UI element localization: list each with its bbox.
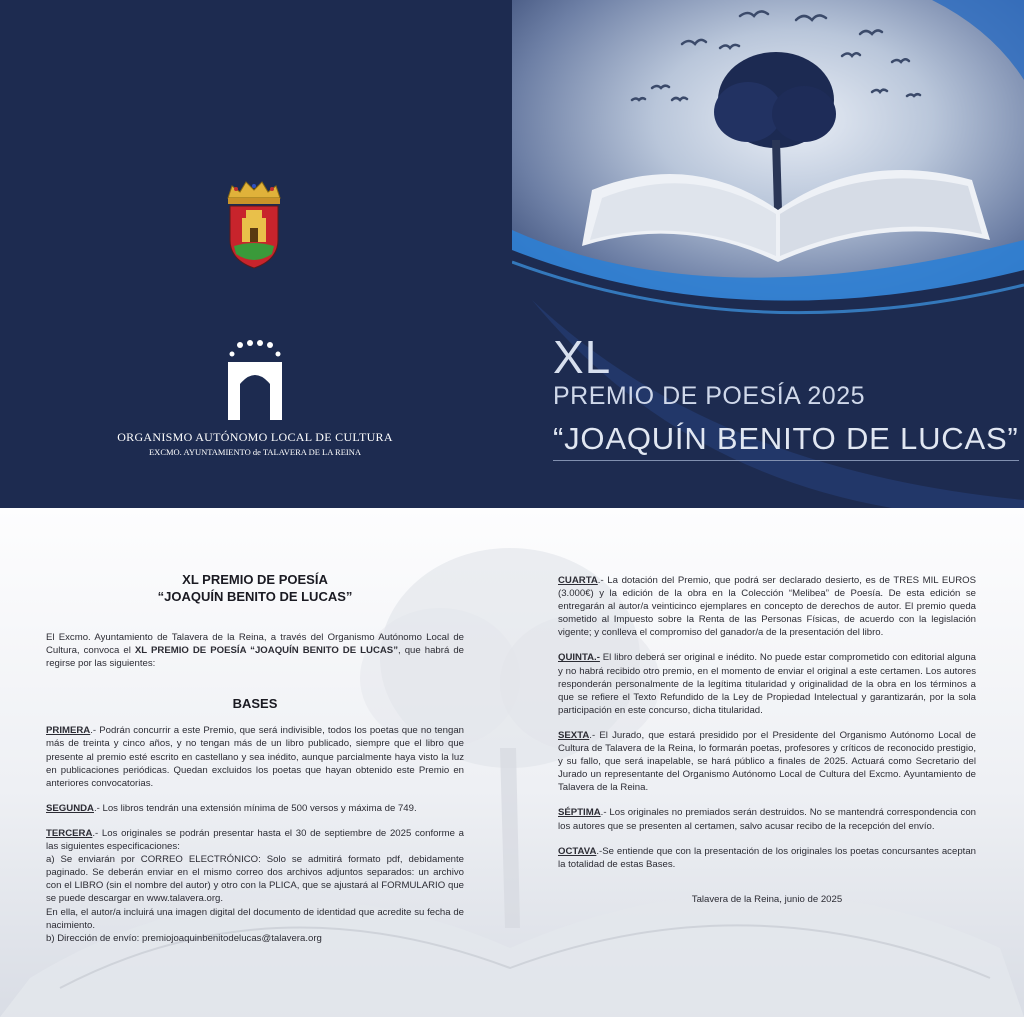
rule-label: PRIMERA	[46, 725, 91, 737]
rule-text: .- Podrán concurrir a este Premio, que será indivisible, todos los poetas que no tengan más de treinta y cinco años, y no tengan más de un libro publicado, siempre que el libro que presente al premio esté escrito en castellano y sea inédito, aunque parcialmente haya visto la luz en publicaciones periódicas. Quedan excluidos los poetas que hayan obtenido este Premio en anteriores convocatorias.	[46, 725, 464, 789]
bases-heading: BASES	[232, 696, 278, 712]
org-logo	[110, 340, 400, 460]
rule-text: .- Los libros tendrán una extensión mínima de 500 versos y máxima de 749.	[93, 802, 417, 814]
rule-cuarta	[558, 574, 976, 639]
rule-label: OCTAVA	[558, 845, 597, 857]
cover-prize-title: PREMIO DE POESÍA 2025	[553, 382, 866, 410]
arch-logo-icon	[220, 340, 290, 422]
cover-panel	[0, 0, 1024, 508]
rule-text: .- La dotación del Premio, que podrá ser declarado desierto, es de TRES MIL EUROS (3.000€) y la edición de la obra en la Colección “Melibea” de Poesía. De esta edición se entregarán al autor/a veinticinco ejemplares en concepto de derechos de autor. El premio queda sometido al Impuesto sobre la Renta de las Personas Físicas, de acuerdo con la legislación vigente; y conlleva el compromiso del ganador/a de la presentación del libro.	[558, 575, 976, 639]
intro-text-end: , que habrá de regirse por las siguientes:	[46, 645, 464, 670]
rule-tercera-en-ella: En ella, el autor/a incluirá una imagen digital del documento de identidad que acredite su fecha de nacimiento.	[46, 906, 464, 931]
rules-right-column	[558, 574, 976, 906]
coat-of-arms-icon	[222, 180, 286, 270]
rule-primera	[46, 724, 464, 789]
rule-tercera	[46, 827, 464, 853]
rule-label: TERCERA	[46, 827, 93, 839]
rule-text: .- El Jurado, que estará presidido por el Presidente del Organismo Autónomo Local de Cultura de Talavera de la Reina, lo formarán poetas, profesores y críticos de reconocido prestigio, y su fallo, que será inapelable, se hará público a finales de 2025. Actuará como Secretario del Jurado un representante del Organismo Autónomo Local de Cultura del Excmo. Ayuntamiento de Talavera de la Reina.	[558, 729, 976, 794]
rule-tercera-b: b) Dirección de envío: premiojoaquinbenitodelucas@talavera.org	[46, 932, 322, 944]
rules-panel	[0, 508, 1024, 1017]
rule-sexta	[558, 729, 976, 794]
rules-title-line1: XL PREMIO DE POESÍA	[182, 572, 328, 587]
rule-text: .- Los originales no premiados serán destruidos. No se mantendrá correspondencia con los autores que se presenten al certamen, salvo acusar recibo de la recepción del envío.	[558, 807, 976, 832]
rule-tercera-a: a) Se enviarán por CORREO ELECTRÓNICO: Solo se admitirá formato pdf, debidamente paginado. Se deberán enviar en el mismo correo dos archivos adjuntos separados: un archivo con el LIBRO (sin el nombre del autor) y otro con la PLICA, que se ajustará al FORMULARIO que se puede descargar en www.talavera.org.	[46, 854, 464, 905]
cover-edition: XL	[553, 331, 612, 383]
rule-label: SEGUNDA	[46, 802, 94, 814]
rule-label: SÉPTIMA	[558, 807, 601, 819]
place-date: Talavera de la Reina, junio de 2025	[691, 893, 843, 905]
rule-segunda	[46, 802, 464, 815]
intro-bold: XL PREMIO DE POESÍA “JOAQUÍN BENITO DE LUCAS”	[134, 645, 399, 657]
intro-paragraph	[46, 631, 464, 670]
rules-title	[46, 571, 464, 605]
org-name: ORGANISMO AUTÓNOMO LOCAL DE CULTURA	[117, 430, 393, 444]
rules-left-column	[46, 571, 464, 945]
rule-octava	[558, 845, 976, 871]
rule-quinta	[558, 651, 976, 716]
rule-text: El libro deberá ser original e inédito. No puede estar comprometido con editorial alguna y no habrá recibido otro premio, en el momento de enviar el original a este certamen. Los autores responderán personalmente de la legítima titularidad y originalidad de la obra en los términos a que se refiere el Texto Refundido de la Ley de Propiedad Intelectual y garantizarán, por la sola participación en este concurso, dicha titularidad.	[558, 652, 976, 716]
intro-text: El Excmo. Ayuntamiento de Talavera de la Reina, a través del Organismo Autónomo Local de Cultura, convoca el	[46, 632, 464, 657]
rules-title-line2: “JOAQUÍN BENITO DE LUCAS”	[157, 589, 353, 604]
cover-prize-name: “JOAQUÍN BENITO DE LUCAS”	[553, 421, 1019, 461]
rule-label: SEXTA	[558, 729, 590, 741]
org-subtitle: EXCMO. AYUNTAMIENTO de TALAVERA DE LA REINA	[148, 447, 361, 457]
rule-text: .- Los originales se podrán presentar hasta el 30 de septiembre de 2025 conforme a las siguientes especificaciones:	[46, 827, 464, 853]
rule-text: .-Se entiende que con la presentación de los originales los poetas concursantes aceptan la totalidad de estas Bases.	[558, 845, 976, 870]
rule-label: CUARTA	[558, 575, 598, 586]
rule-septima	[558, 806, 976, 832]
rule-label: QUINTA.-	[558, 652, 600, 664]
